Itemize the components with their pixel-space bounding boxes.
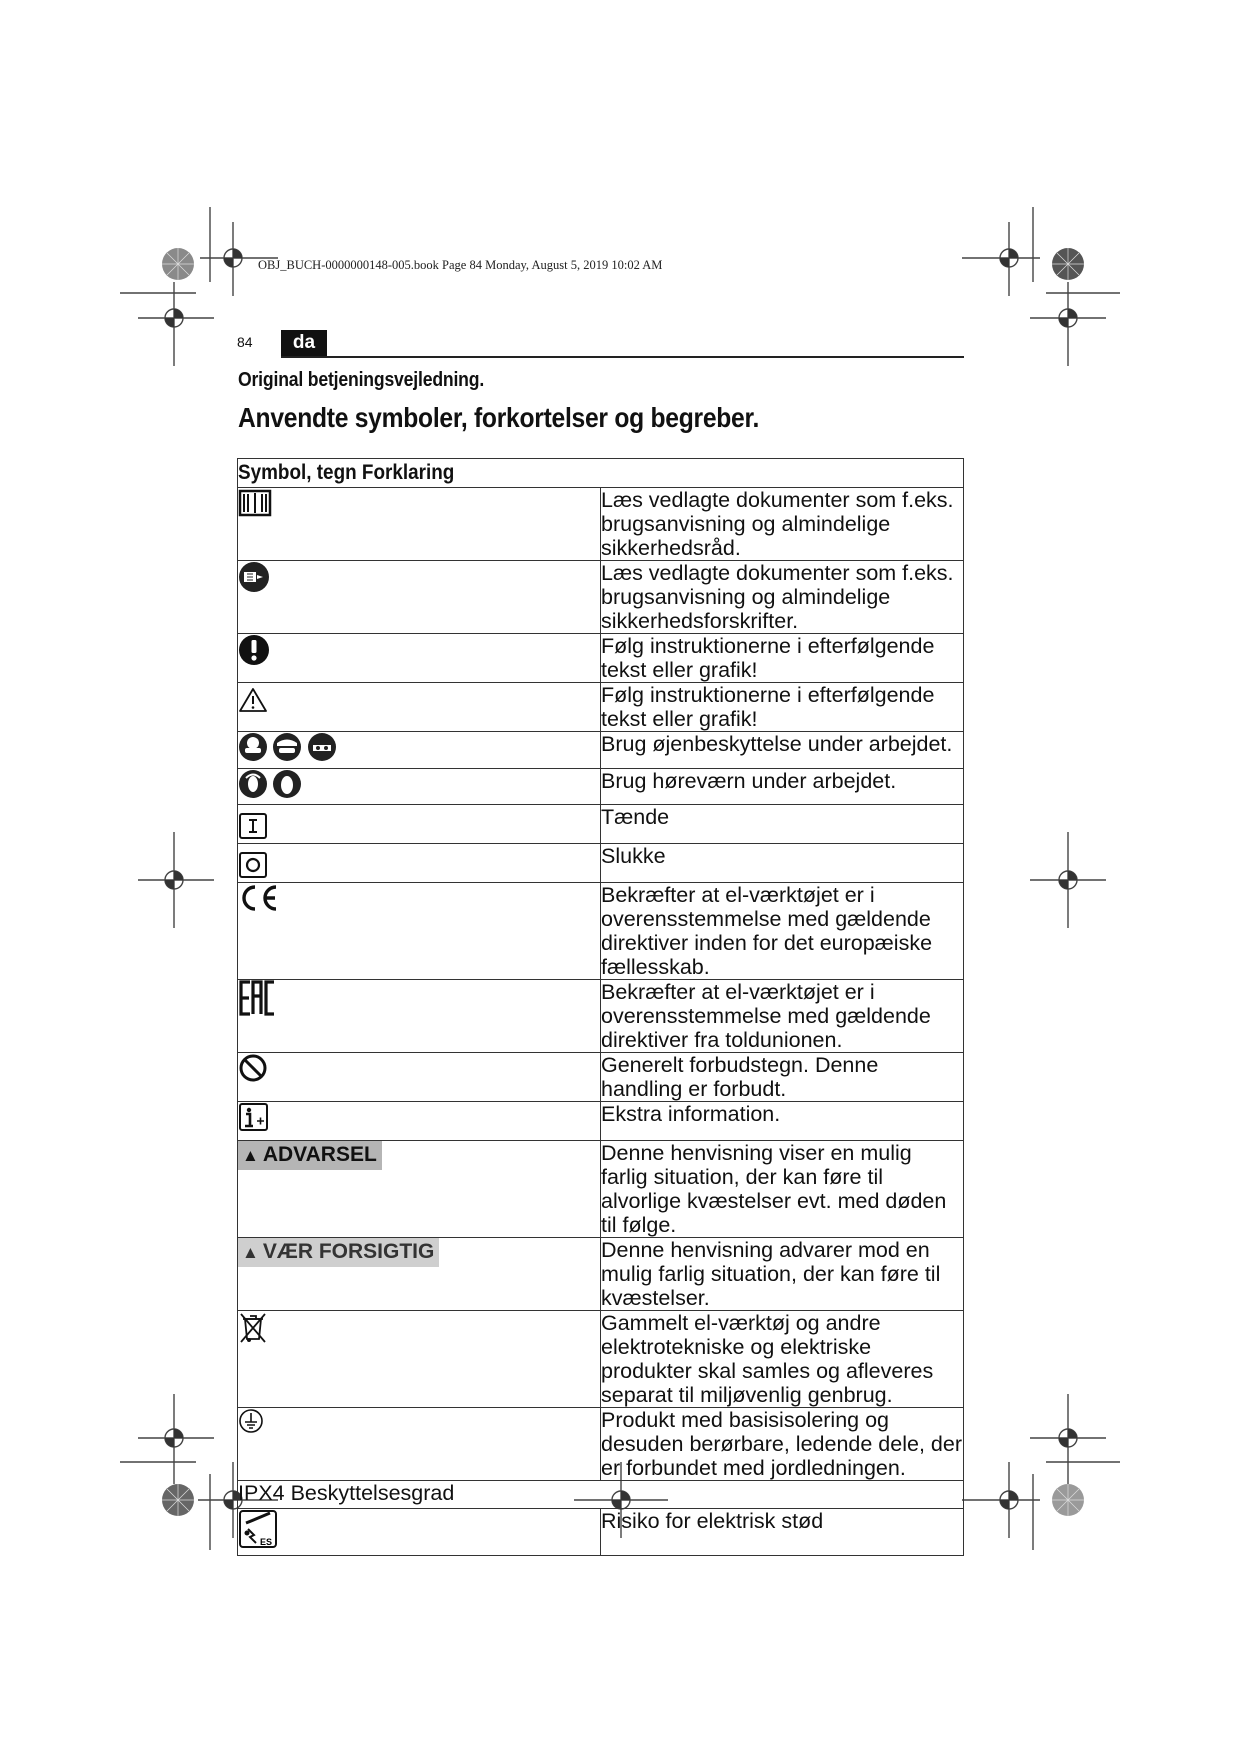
table-cell-text: Bekræfter at el-værktøjet er i overensstemmelse med gældende direktiver inden for det europæiske fællesskab. [601,883,964,980]
power-off-icon [238,851,268,868]
table-cell-text: Brug øjenbeskyttelse under arbejdet. [601,732,964,769]
protection-class-row: IPX4 Beskyttelsesgrad [238,1481,964,1509]
protective-earth-icon [238,1408,264,1425]
warning-triangle-icon: ▲ [242,1243,259,1262]
read-manual-icon [238,561,270,578]
signal-word: ADVARSEL [262,1143,377,1166]
page-title: Anvendte symboler, forkortelser og begreber. [238,402,760,433]
table-cell-text: Generelt forbudstegn. Denne handling er forbudt. [601,1053,964,1102]
document-subtitle: Original betjeningsvejledning. [238,369,485,391]
info-icon [238,1102,270,1119]
table-cell-text: Brug høreværn under arbejdet. [601,769,964,805]
table-cell-text: Slukke [601,844,964,883]
eye-protection-icon [238,732,338,749]
table-cell-text: Tænde [601,805,964,844]
symbol-table [237,458,964,1556]
table-cell-text: Produkt med basisisolering og desuden berørbare, ledende dele, der er forbundet med jordledningen. [601,1408,962,1480]
table-row [238,488,964,561]
table-row [238,1509,964,1556]
table-row [238,1408,964,1481]
table-cell-text: Bekræfter at el-værktøjet er i overensstemmelse med gældende direktiver fra toldunionen. [601,980,964,1053]
table-row [238,1481,964,1509]
table-row [238,732,964,769]
table-cell-text: Læs vedlagte dokumenter som f.eks. brugsanvisning og almindelige sikkerhedsråd. [601,488,964,561]
table-row [238,1238,964,1311]
table-row [238,1053,964,1102]
table-cell-text: Risiko for elektrisk stød [601,1509,964,1556]
table-header-row [238,459,964,488]
power-on-icon [238,812,268,829]
table-cell-text: Læs vedlagte dokumenter som f.eks. brugsanvisning og almindelige sikkerhedsforskrifter. [601,561,964,634]
table-row [238,769,964,805]
table-cell-text: Gammelt el-værktøj og andre elektrotekniske og elektriske produkter skal samles og afleveres separat til miljøvenlig genbrug. [601,1311,964,1408]
table-cell-text: Denne henvisning advarer mod en mulig farlig situation, der kan føre til kvæstelser. [601,1238,964,1311]
table-row [238,980,964,1053]
table-row [238,844,964,883]
ear-protection-icon [238,769,304,786]
table-row [238,805,964,844]
caution-signal-label [238,1238,439,1267]
warning-signal-label [238,1141,382,1170]
book-icon [238,488,272,505]
warning-triangle-icon [238,687,268,704]
mandatory-instruction-icon [238,634,270,651]
eac-mark-icon [238,980,276,997]
table-cell-text: Følg instruktionerne i efterfølgende tekst eller grafik! [601,634,964,683]
table-cell-text: Ekstra information. [601,1102,964,1141]
prohibition-icon [238,1053,268,1070]
table-row [238,634,964,683]
signal-word: VÆR FORSIGTIG [262,1240,435,1263]
header-rule [281,356,964,358]
language-badge: da [281,330,327,356]
table-row [238,1141,964,1238]
table-cell-text: Følg instruktionerne i efterfølgende tekst eller grafik! [601,683,964,732]
svg-text:ES: ES [260,1537,273,1547]
table-row [238,1311,964,1408]
electric-shock-icon [238,1509,278,1547]
warning-triangle-icon: ▲ [242,1146,259,1165]
table-row [238,1102,964,1141]
table-cell-text: Denne henvisning viser en mulig farlig situation, der kan føre til alvorlige kvæstelser evt. med døden til følge. [601,1141,964,1238]
book-file-info: OBJ_BUCH-0000000148-005.book Page 84 Monday, August 5, 2019 10:02 AM [258,258,663,272]
weee-bin-icon [238,1311,268,1328]
page-number: 84 [237,334,253,350]
table-row [238,683,964,732]
table-row [238,883,964,980]
ce-mark-icon [238,883,280,900]
table-row [238,561,964,634]
table-header: Symbol, tegn Forklaring [238,461,455,484]
